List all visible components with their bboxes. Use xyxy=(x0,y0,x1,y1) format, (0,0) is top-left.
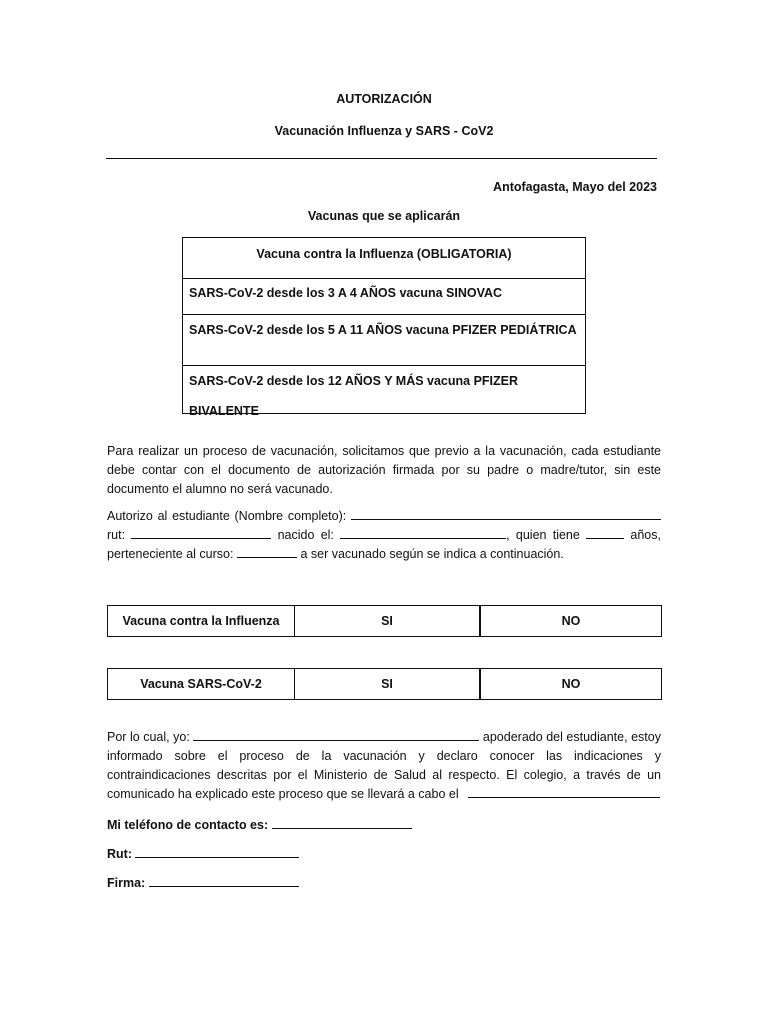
age-field[interactable] xyxy=(586,526,624,539)
rut-line xyxy=(107,845,299,861)
auth-text-5: años, xyxy=(630,528,661,542)
document-subtitle: Vacunación Influenza y SARS - CoV2 xyxy=(274,124,494,138)
auth-text-7: a ser vacunado según se indica a continuación. xyxy=(300,547,564,561)
signature-field[interactable] xyxy=(149,874,299,887)
phone-field[interactable] xyxy=(272,816,412,829)
signature-line xyxy=(107,874,299,890)
decl-text-1: Por lo cual, yo: xyxy=(107,730,190,744)
separator-line xyxy=(106,158,657,159)
vaccine-row-pfizer-pediatrica: SARS-CoV-2 desde los 5 A 11 AÑOS vacuna PFIZER PEDIÁTRICA xyxy=(183,315,585,366)
auth-text-4: , quien tiene xyxy=(506,528,580,542)
auth-text-1: Autorizo al estudiante (Nombre completo): xyxy=(107,509,347,523)
sarscov2-label: Vacuna SARS-CoV-2 xyxy=(140,677,262,691)
auth-text-3: nacido el: xyxy=(277,528,334,542)
vaccines-table xyxy=(182,237,586,418)
vaccine-row-influenza: Vacuna contra la Influenza (OBLIGATORIA) xyxy=(183,238,585,279)
guardian-name-field[interactable] xyxy=(193,728,479,741)
phone-label: Mi teléfono de contacto es: xyxy=(107,818,269,832)
vaccination-date-field[interactable] xyxy=(468,785,660,798)
document-title: AUTORIZACIÓN xyxy=(336,92,432,106)
vaccines-heading: Vacunas que se aplicarán xyxy=(307,209,461,223)
course-field[interactable] xyxy=(237,545,297,558)
declaration-paragraph xyxy=(107,728,661,804)
authorization-paragraph xyxy=(107,507,661,564)
influenza-no-option[interactable]: NO xyxy=(479,606,661,636)
birth-date-field[interactable] xyxy=(340,526,506,539)
student-name-field[interactable] xyxy=(351,507,661,520)
intro-paragraph: Para realizar un proceso de vacunación, solicitamos que previo a la vacunación, cada estudiante debe contar con el documento de autorización firmada por su padre o madre/tutor, sin este documento el alumno no será vacunado. xyxy=(107,444,661,496)
auth-text-2: rut: xyxy=(107,528,126,542)
place-date: Antofagasta, Mayo del 2023 xyxy=(493,180,657,194)
guardian-rut-field[interactable] xyxy=(135,845,299,858)
sarscov2-yes-option[interactable]: SI xyxy=(294,669,479,699)
sarscov2-choice-table xyxy=(107,668,662,700)
auth-text-6: perteneciente al curso: xyxy=(107,547,234,561)
vaccine-row-sinovac: SARS-CoV-2 desde los 3 A 4 AÑOS vacuna SINOVAC xyxy=(183,279,585,315)
influenza-choice-table xyxy=(107,605,662,637)
phone-line xyxy=(107,816,412,832)
signature-label: Firma: xyxy=(107,876,146,890)
influenza-label: Vacuna contra la Influenza xyxy=(122,614,280,628)
influenza-yes-option[interactable]: SI xyxy=(294,606,479,636)
rut-field[interactable] xyxy=(131,526,271,539)
rut-label: Rut: xyxy=(107,847,132,861)
decl-text-2: apoderado del estudiante, estoy informado sobre el proceso de la vacunación y declaro conocer las indicaciones y contraindicaciones descritas por el Ministerio de Salud al respecto. El colegio, a través de un comunicado ha explicado este proceso que se llevará a cabo el xyxy=(107,730,661,801)
vaccine-row-pfizer-bivalente: SARS-CoV-2 desde los 12 AÑOS Y MÁS vacuna PFIZER BIVALENTE xyxy=(189,374,519,418)
sarscov2-no-option[interactable]: NO xyxy=(479,669,661,699)
